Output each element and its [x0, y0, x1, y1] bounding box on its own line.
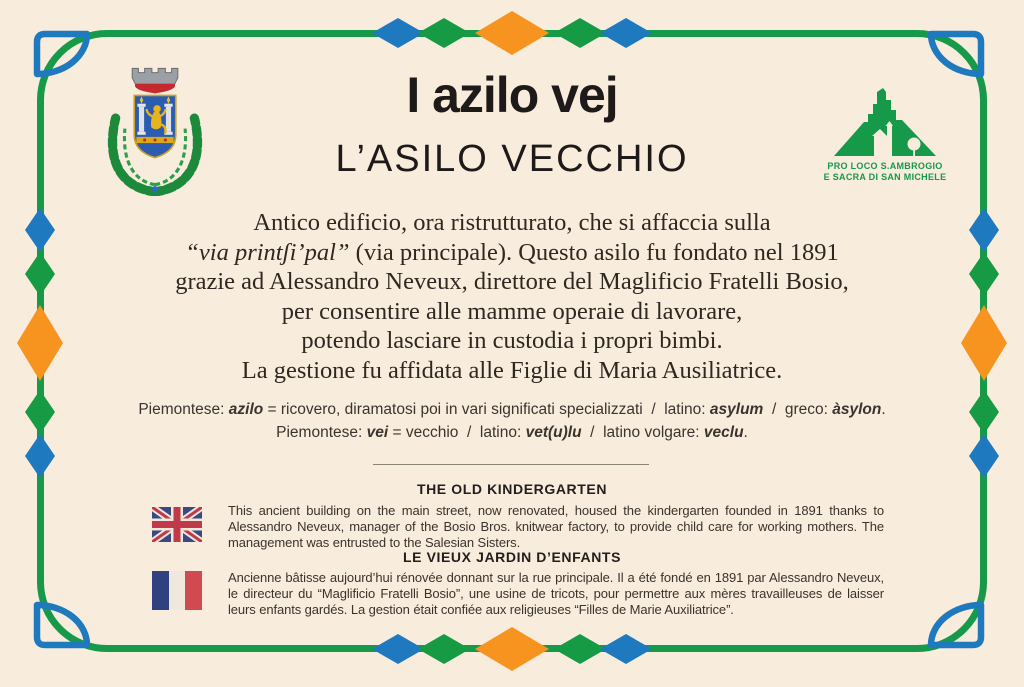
italian-line: per consentire alle mamme operaie di lavorare,: [281, 297, 743, 325]
proloco-name-line2: E SACRA DI SAN MICHELE: [823, 171, 947, 182]
italian-line: grazie ad Alessandro Neveux, direttore del Maglificio Fratelli Bosio,: [175, 268, 849, 295]
french-heading: LE VIEUX JARDIN D’ENFANTS: [402, 549, 622, 565]
french-description: Ancienne bâtisse aujourd’hui rénovée donnant sur la rue principale. Il a été fondé en 1891 par Alessandro Neveux, le directeur du “Maglificio Fratelli Bosio”, une usine de tricots, pour permettre aux mères travailleuses de laisser leurs enfants gardés. La gestion était confiée aux religieuses “Filles de Marie Auxiliatrice”.: [228, 570, 884, 618]
english-description: This ancient building on the main street, now renovated, housed the kindergarten founded in 1891 thanks to Alessandro Neveux, manager of the Bosio Bros. knitwear factory, to provide child care for working mothers. The management was entrusted to the Salesian Sisters.: [228, 503, 884, 551]
english-heading: THE OLD KINDERGARTEN: [416, 481, 608, 497]
italian-line: La gestione fu affidata alle Figlie di Maria Ausiliatrice.: [241, 356, 783, 384]
uk-flag-icon: [152, 507, 202, 542]
phonetic-text: “via printʃi’pal”: [185, 238, 350, 266]
etymology-line-azilo: Piemontese: azilo = ricovero, diramatosi poi in vari significati specializzati / latino: asylum / greco: àsylon.: [138, 401, 886, 418]
sign-subtitle: L’ASILO VECCHIO: [335, 138, 689, 180]
proloco-name-line1: PRO LOCO S.AMBROGIO: [827, 161, 943, 171]
italian-description: [92, 208, 932, 385]
section-divider: [373, 464, 649, 465]
corner-ornament-icon: [927, 601, 985, 649]
italian-line: potendo lasciare in custodia i propri bimbi.: [301, 327, 723, 354]
etymology-notes: [62, 398, 962, 444]
corner-ornament-icon: [33, 601, 91, 649]
italian-line: Antico edificio, ora ristrutturato, che si affaccia sulla: [253, 209, 771, 236]
italian-line: “via printʃi’pal” (via principale). Questo asilo fu fondato nel 1891: [185, 238, 839, 266]
etymology-line-vei: Piemontese: vei = vecchio / latino: vet(u)lu / latino volgare: veclu.: [276, 424, 748, 441]
sign-title: I azilo vej: [406, 67, 618, 123]
france-flag-icon: [152, 571, 202, 610]
